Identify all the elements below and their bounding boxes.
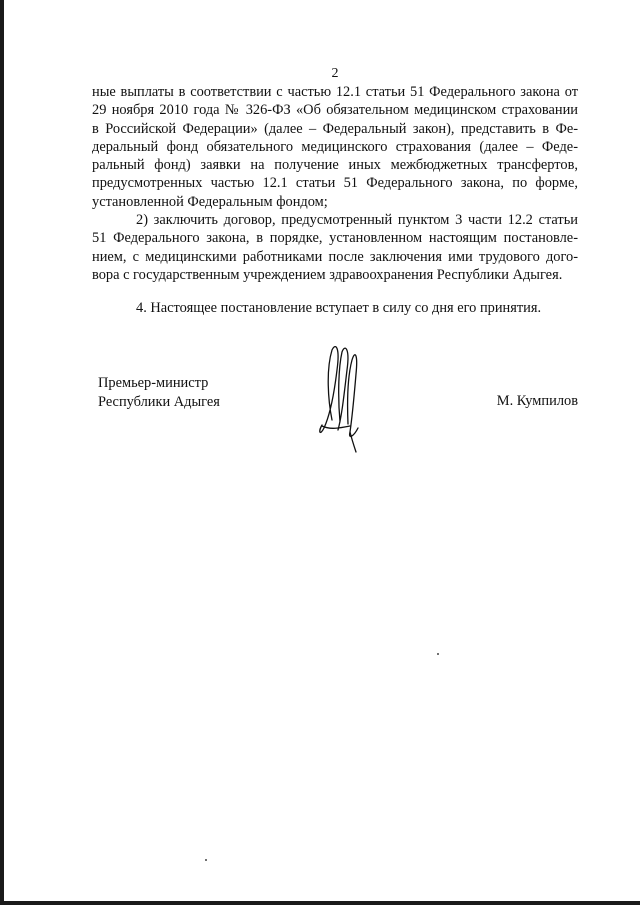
paragraph-1-line-5: ральный фонд) заявки на получение иных межбюджетных трансфертов, <box>92 157 578 174</box>
signatory-title-line-2: Республики Адыгея <box>98 393 220 410</box>
document-body <box>92 83 578 318</box>
signature-drawing <box>310 340 370 455</box>
signatory-title <box>98 374 220 411</box>
paragraph-2-line-4: вора с государственным учреждением здравоохранения Республики Адыгея. <box>92 266 563 283</box>
paragraph-1-line-2: 29 ноября 2010 года № 326-ФЗ «Об обязательном медицинском страховании <box>92 102 578 119</box>
paragraph-gap <box>92 284 578 299</box>
paragraph-1-line-3: в Российской Федерации» (далее – Федеральный закон), представить в Фе- <box>92 120 578 137</box>
signatory-title-line-1: Премьер-министр <box>98 375 209 391</box>
scan-edge-bottom <box>0 901 640 905</box>
signatory-name: М. Кумпилов <box>496 393 578 409</box>
scan-speck <box>205 859 207 861</box>
paragraph-1-line-6: предусмотренных частью 12.1 статьи 51 Федерального закона, по форме, <box>92 175 578 192</box>
page-number: 2 <box>331 66 339 81</box>
paragraph-1-line-1: ные выплаты в соответствии с частью 12.1 статьи 51 Федерального закона от <box>92 84 578 100</box>
paragraph-1-line-4: деральный фонд обязательного медицинского страхования (далее – Феде- <box>92 138 578 155</box>
paragraph-3: 4. Настоящее постановление вступает в силу со дня его принятия. <box>136 300 542 317</box>
handwritten-signature <box>310 340 370 460</box>
paragraph-2-line-2: 51 Федерального закона, в порядке, установленном настоящим постановле- <box>92 230 578 247</box>
paragraph-2-line-1: 2) заключить договор, предусмотренный пунктом 3 части 12.2 статьи <box>136 212 578 229</box>
paragraph-2-line-3: нием, с медицинскими работниками после заключения ими трудового дого- <box>92 248 578 265</box>
scan-edge-left <box>0 0 4 905</box>
scan-speck <box>437 653 439 655</box>
paragraph-1-line-7: установленной Федеральным фондом; <box>92 193 328 210</box>
